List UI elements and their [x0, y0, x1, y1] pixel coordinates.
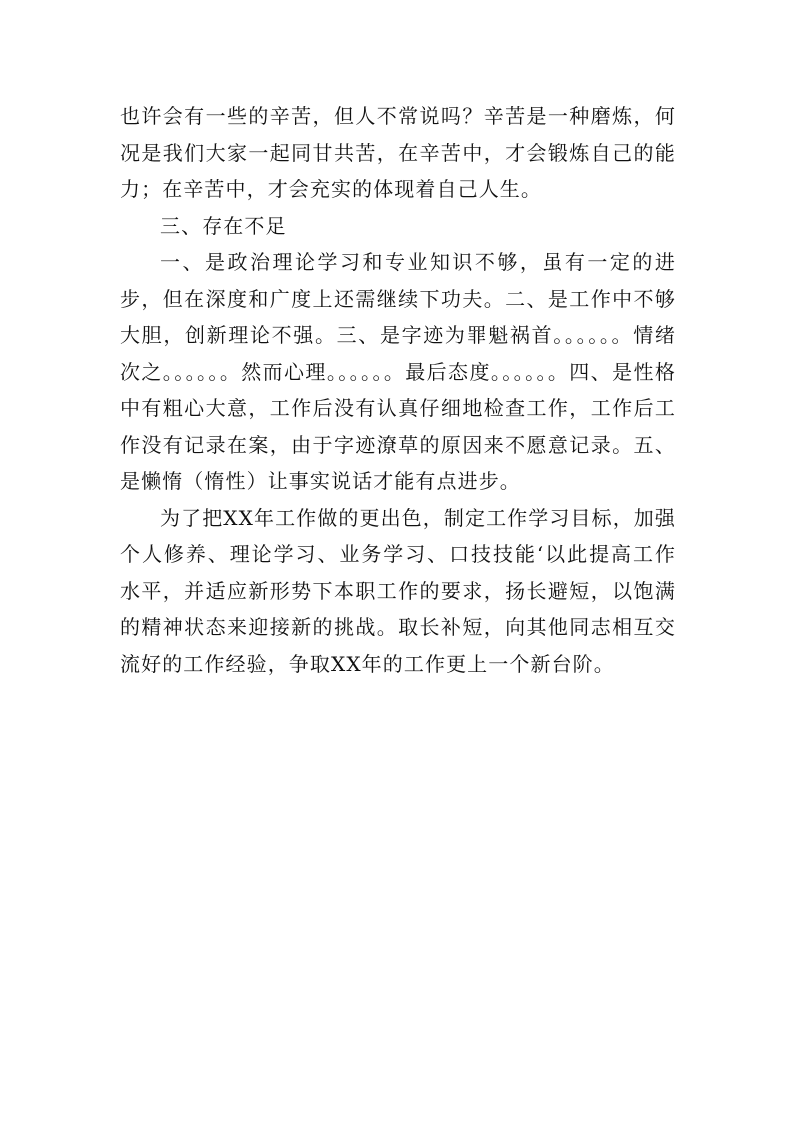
paragraph-continuation: 也许会有一些的辛苦，但人不常说吗？辛苦是一种磨炼，何况是我们大家一起同甘共苦，在辛苦中，才会锻炼自己的能力；在辛苦中，才会充实的体现着自己人生。 [120, 104, 676, 201]
paragraph-goals: 为了把XX年工作做的更出色，制定工作学习目标，加强个人修养、理论学习、业务学习、口技技能‘以此提高工作水平，并适应新形势下本职工作的要求，扬长避短，以饱满的精神状态来迎接新的挑战。取长补短，向其他同志相互交流好的工作经验，争取XX年的工作更上一个新台阶。 [120, 505, 676, 676]
section-heading-shortcomings: 三、存在不足 [160, 213, 287, 238]
paragraph-shortcomings-list: 一、是政治理论学习和专业知识不够，虽有一定的进步，但在深度和广度上还需继续下功夫。二、是工作中不够大胆，创新理论不强。三、是字迹为罪魁祸首。。。。。。情绪次之。。。。。。然而心理。。。。。。最后态度。。。。。。四、是性格中有粗心大意，工作后没有认真仔细地检查工作，工作后工作没有记录在案，由于字迹潦草的原因来不愿意记录。五、是懒惰（惰性）让事实说话才能有点进步。 [120, 250, 676, 493]
document-body [120, 98, 676, 682]
